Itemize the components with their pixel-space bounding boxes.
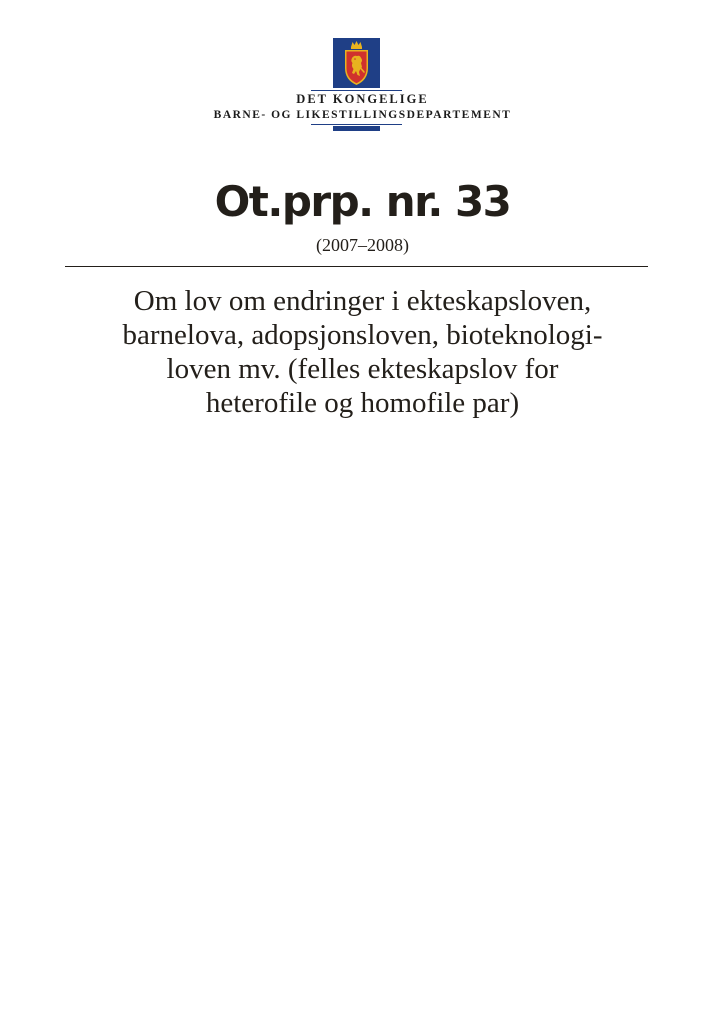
ministry-name-line1: DET KONGELIGE bbox=[296, 92, 429, 106]
header-rule-top bbox=[311, 90, 402, 91]
document-subject bbox=[60, 284, 665, 420]
subject-line: heterofile og homofile par) bbox=[205, 387, 520, 419]
ministry-name-line2: BARNE- OG LIKESTILLINGSDEPARTEMENT bbox=[213, 109, 512, 121]
subject-line: Om lov om endringer i ekteskapsloven, bbox=[133, 285, 592, 317]
ministry-header bbox=[0, 38, 725, 133]
document-title: Ot.prp. nr. 33 bbox=[214, 177, 511, 226]
title-divider bbox=[65, 266, 648, 267]
subject-line: barnelova, adopsjonsloven, bioteknologi- bbox=[122, 319, 603, 351]
emblem-base-bar bbox=[333, 126, 380, 131]
coat-of-arms-icon bbox=[333, 38, 380, 88]
header-rule-bottom bbox=[311, 124, 402, 125]
subject-line: loven mv. (felles ekteskapslov for bbox=[166, 353, 559, 385]
document-session: (2007–2008) bbox=[316, 235, 409, 255]
